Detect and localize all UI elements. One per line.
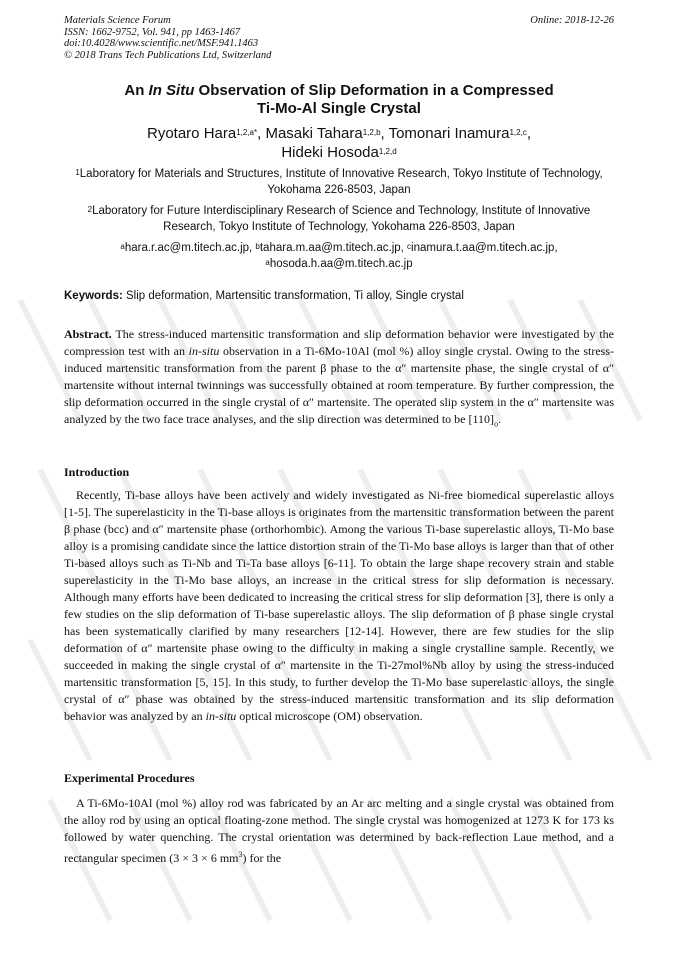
section-heading-introduction: Introduction (64, 465, 130, 479)
online-date: Online: 2018-12-26 (530, 15, 614, 26)
section-heading-experimental: Experimental Procedures (64, 771, 195, 785)
author-list: Ryotaro Hara$^{1,2,a*}$, Masaki Tahara$^{1,2,b}$, Tomonari Inamura$^{1,2,c}$, Hideki Hosoda$^{1,2,d}$ (147, 125, 531, 161)
introduction-text: Recently, Ti-base alloys have been actively and widely investigated as Ni-free biomedical superelastic alloys [1-5]. The superelasticity in the Ti-base alloys is originates from the martensitic transformation between the parent β phase (bcc) and α″ martensite phase (orthorhombic). Among the various Ti-base superelastic alloys, Ti-Mo base alloy is a promising candidate since the lattice distortion strain of the Ti-Mo base alloys is larger than that of other Ti-based alloys such as Ti-Nb and Ti-Ta base alloys [6-11]. To obtain the large shape recovery strain and stable superelasticity in the Ti-Mo base alloys, an increase in the critical stress for slip deformation is necessary. Although many efforts have been dedicated to increasing the critical stress for slip deformation [3], there is only a few studies on the slip deformation of Ti-base superelastic alloys. The slip deformation of β phase single crystal has been systematically clarified by many researchers [12-14]. However, there are few studies for the slip deformation of α″ martensite phase owing to the difficulty in making a single crystalline sample. Recently, we succeeded in making the single crystal of α″ martensite in the Ti-27mol%Nb alloy by using the stress-induced martensitic transformation [5, 15]. In this study, to further develop the Ti-Mo base superelastic alloys, the single crystal of α″ phase was obtained by the stress-induced martensitic transformation and its slip deformation behavior was analyzed by an in-situ optical microscope (OM) observation. (64, 488, 614, 723)
title-emphasis: In Situ (148, 82, 195, 99)
paper-title: An In Situ Observation of Slip Deformation in a Compressed Ti-Mo-Al Single Crystal (124, 82, 554, 117)
affiliation-1: $^1$Laboratory for Materials and Structures, Institute of Innovative Research, Tokyo Institute of Technology, Yokohama 226-8503, Japan (75, 168, 603, 196)
journal-name: Materials Science Forum (64, 15, 171, 26)
author-emails: $^a$hara.r.ac@m.titech.ac.jp, $^b$tahara.m.aa@m.titech.ac.jp, $^c$inamura.t.aa@m.titech.ac.jp, $^a$hosoda.h.aa@m.titech.ac.jp (120, 242, 558, 270)
keywords-label: Keywords: (64, 290, 123, 302)
journal-issn: ISSN: 1662-9752, Vol. 941, pp 1463-1467 (64, 26, 241, 38)
experimental-text: A Ti-6Mo-10Al (mol %) alloy rod was fabricated by an Ar arc melting and a single crystal was obtained from the alloy rod by using an optical floating-zone method. The single crystal was homogenized at 1273 K for 173 ks followed by water quenching. The crystal orientation was determined by back-reflection Laue method, and a rectangular specimen (3 × 3 × 6 $mm^3$) for the (64, 796, 614, 865)
abstract: Abstract. The stress-induced martensitic transformation and slip deformation behavior were investigated by the compression test with an in-situ observation in a Ti-6Mo-10Al (mol %) alloy single crystal. Owing to the stress-induced martensitic transformation from the parent β phase to the α″ martensite phase, the single crystal of α″ martensite without internal twinnings was successfully obtained at room temperature. By further compression, the slip deformation occurred in the single crystal of α″ martensite. The operated slip system in the α″ martensite was analyzed by the two face trace analyses, and the slip direction was determined to be $[110]_o$. (64, 327, 614, 429)
journal-copyright: © 2018 Trans Tech Publications Ltd, Switzerland (64, 49, 272, 61)
affiliation-2: $^2$Laboratory for Future Interdisciplinary Research of Science and Technology, Institute of Innovative Research, Tokyo Institute of Technology, Yokohama 226-8503, Japan (87, 205, 591, 233)
journal-doi: doi:10.4028/www.scientific.net/MSF.941.1463 (64, 38, 259, 49)
abstract-label: Abstract. (64, 327, 112, 341)
keywords: Keywords: Slip deformation, Martensitic transformation, Ti alloy, Single crystal (64, 290, 464, 302)
journal-header (64, 15, 614, 61)
